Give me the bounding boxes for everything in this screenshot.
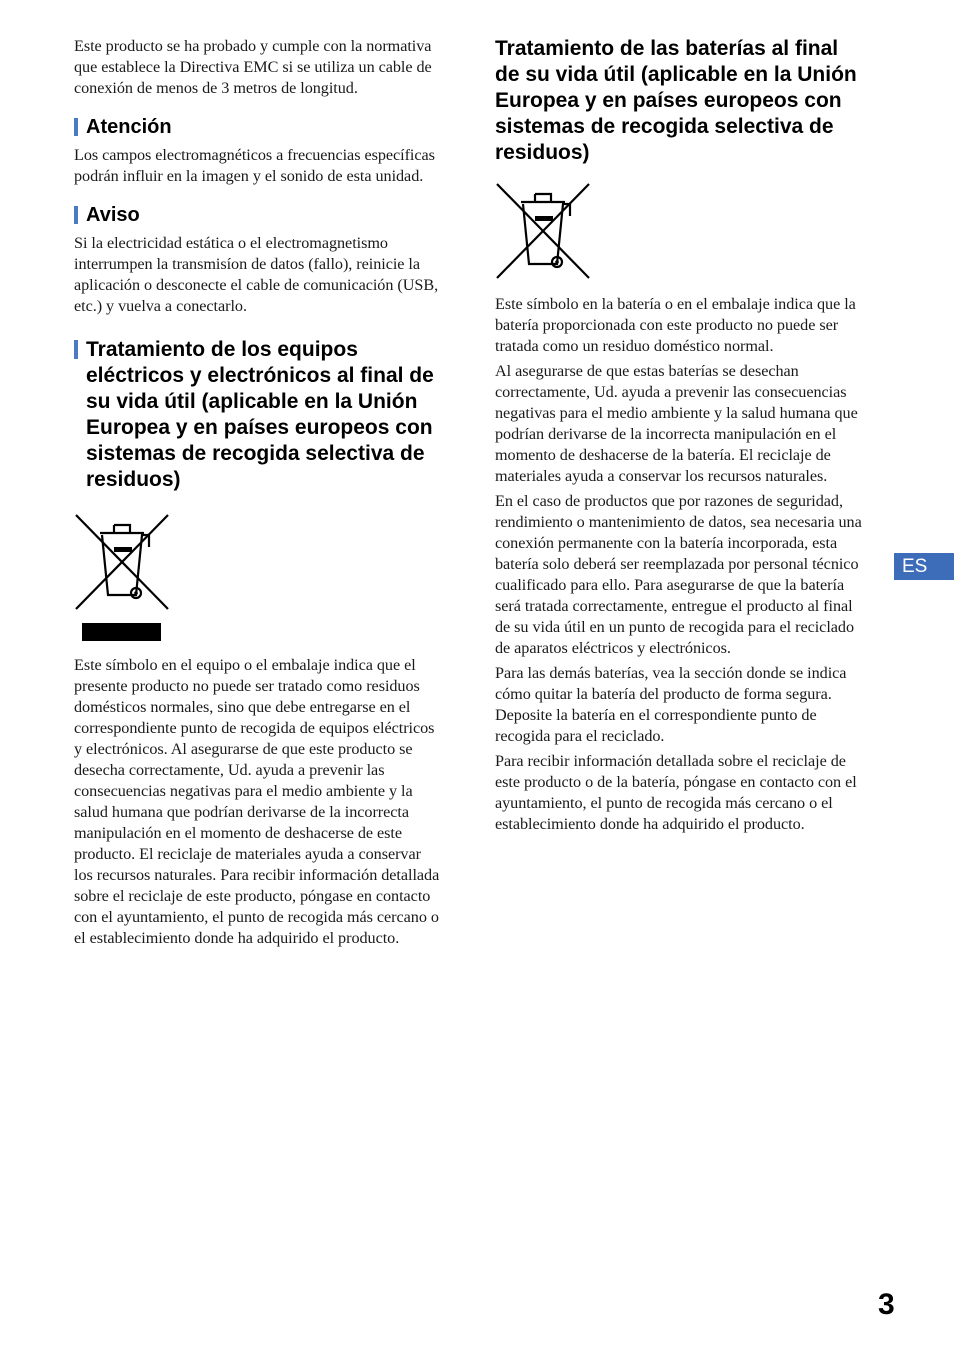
notice-heading	[74, 203, 442, 227]
notice-paragraph: Si la electricidad estática o el electromagnetismo interrumpen la transmisíon de datos (fallo), reinicie la aplicación o desconecte el cable de comunicación (USB, etc.) y vuelva a conectarlo.	[74, 234, 439, 315]
battery-paragraph: Este símbolo en la batería o en el embalaje indica que la batería proporcionada con este producto no puede ser tratada como un residuo doméstico normal.	[495, 295, 856, 355]
heading-accent-bar	[74, 206, 78, 224]
attention-paragraph: Los campos electromagnéticos a frecuencias específicas podrán influir en la imagen y el sonido de esta unidad.	[74, 146, 435, 185]
crossed-out-wheeled-bin-icon	[74, 513, 170, 611]
equipment-disposal-heading-text: Tratamiento de los equipos eléctricos y electrónicos al final de su vida útil (aplicable en la Unión Europea y en países europeos con sistemas de recogida selectiva de residuos)	[86, 338, 434, 491]
battery-disposal-heading: Tratamiento de las baterías al final de su vida útil (aplicable en la Unión Europea y en países europeos con sistemas de recogida selectiva de residuos)	[495, 37, 857, 164]
heading-accent-bar	[74, 118, 78, 136]
battery-paragraph: Para las demás baterías, vea la sección donde se indica cómo quitar la batería del producto de forma segura. Deposite la batería en el correspondiente punto de recogida para el reciclado.	[495, 664, 847, 745]
crossed-out-wheeled-bin-icon	[495, 182, 591, 280]
right-column	[495, 36, 863, 839]
battery-paragraph: En el caso de productos que por razones de seguridad, rendimiento o mantenimiento de datos, sea necesaria una conexión permanente con la batería incorporada, esta batería solo deberá ser reemplazada por personal técnico cualificado para ello. Para asegurarse de que la batería será tratada correctamente, entregue el producto al final de su vida útil en un punto de recogida para el reciclado de aparatos eléctricos y electrónicos.	[495, 492, 862, 657]
battery-paragraph: Para recibir información detallada sobre el reciclaje de este producto o de la batería, póngase en contacto con el ayuntamiento, el punto de recogida más cercano o el establecimiento donde ha adquirido el producto.	[495, 752, 857, 833]
left-column	[74, 36, 442, 953]
page-number: 3	[878, 1288, 895, 1321]
separate-collection-bar	[82, 623, 161, 641]
equipment-disposal-paragraph: Este símbolo en el equipo o el embalaje indica que el presente producto no puede ser tratado como residuos domésticos normales, sino que debe entregarse en el correspondiente punto de recogida de equipos eléctricos y electrónicos. Al asegurarse de que este producto se desecha correctamente, Ud. ayuda a prevenir las consecuencias negativas para el medio ambiente y la salud humana que podrían derivarse de la incorrecta manipulación en el momento de deshacerse de este producto. El reciclaje de materiales ayuda a conservar los recursos naturales. Para recibir información detallada sobre el reciclaje de este producto, póngase en contacto con el ayuntamiento, el punto de recogida más cercano o el establecimiento donde ha adquirido el producto.	[74, 656, 440, 947]
notice-heading-text: Aviso	[86, 204, 140, 226]
battery-paragraph: Al asegurarse de que estas baterías se desechan correctamente, Ud. ayuda a prevenir las consecuencias negativas para el medio ambiente y la salud humana que podrían derivarse de la incorrecta manipulación en el momento de deshacerse de la batería. El reciclaje de materiales ayuda a conservar los recursos naturales.	[495, 362, 858, 485]
equipment-disposal-heading	[74, 337, 442, 493]
attention-heading	[74, 115, 442, 139]
intro-paragraph: Este producto se ha probado y cumple con la normativa que establece la Directiva EMC si se utiliza un cable de conexión de menos de 3 metros de longitud.	[74, 37, 432, 97]
language-tab: ES	[894, 553, 954, 580]
attention-heading-text: Atención	[86, 116, 172, 138]
heading-accent-bar	[74, 340, 78, 359]
